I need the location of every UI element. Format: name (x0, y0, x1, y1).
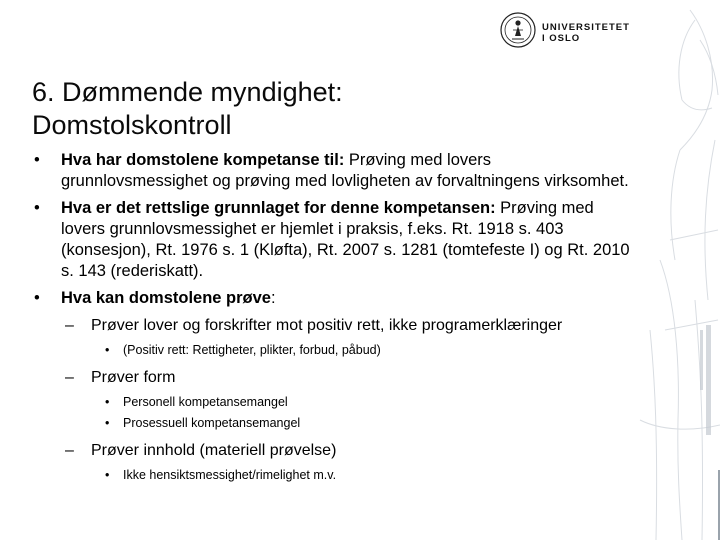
bullet-text: Prøving med lovers grunnlovsmessighet er hjemlet i praksis, f.eks. Rt. 1918 s. 403 (konsesjon), Rt. 1976 s. 1 (Kløfta), Rt. 2007 s. 1281 (tomtefeste I) og Rt. 2010 s. 143 (rederiskatt). (61, 199, 630, 280)
sub-sub-bullet (32, 340, 632, 361)
sub-sub-bullet-text: (Positiv rett: Rettigheter, plikter, forbud, påbud) (123, 343, 381, 357)
slide-body (32, 150, 632, 486)
bullet-text: Prøving med lovers grunnlovsmessighet og prøving med lovligheten av forvaltningens virksomhet. (61, 151, 629, 190)
bullet-marker: • (34, 289, 40, 307)
university-seal-icon (500, 12, 536, 48)
sub-sub-bullet-text: Ikke hensiktsmessighet/rimelighet m.v. (123, 468, 337, 482)
sub-bullet-text: Prøver form (91, 369, 176, 386)
dash-marker: – (65, 317, 74, 334)
bullet-marker: • (105, 468, 110, 482)
bullet-heading: Hva har domstolene kompetanse til: (61, 151, 345, 169)
sub-bullet-laws-vs-positive-law (32, 315, 632, 336)
logo-line-2: I OSLO (542, 33, 581, 44)
bullet-legal-basis (32, 198, 632, 282)
decorative-sketch-background (620, 0, 720, 540)
bullet-heading: Hva kan domstolene prøve (61, 289, 271, 307)
sub-sub-bullet (32, 413, 632, 434)
bullet-text: : (270, 289, 276, 307)
university-logo (500, 12, 640, 50)
bullet-heading: Hva er det rettslige grunnlaget for denne kompetansen: (61, 199, 496, 217)
slide-title-line-2: Domstolskontroll (32, 110, 232, 140)
slide-title (32, 76, 592, 142)
logo-line-1: UNIVERSITETET (542, 22, 630, 33)
bullet-marker: • (105, 416, 110, 430)
university-name (542, 22, 630, 44)
sub-sub-bullet-text: Personell kompetansemangel (123, 395, 288, 409)
bullet-marker: • (34, 151, 40, 169)
slide-title-line-1: 6. Dømmende myndighet: (32, 77, 343, 107)
sub-bullet-text: Prøver lover og forskrifter mot positiv rett, ikke programerklæringer (91, 317, 563, 334)
bullet-competence (32, 150, 632, 192)
sub-sub-bullet-text: Prosessuell kompetansemangel (123, 416, 301, 430)
bullet-marker: • (34, 199, 40, 217)
dash-marker: – (65, 369, 74, 386)
sub-bullet-text: Prøver innhold (materiell prøvelse) (91, 442, 337, 459)
bullet-marker: • (105, 343, 110, 357)
bullet-marker: • (105, 395, 110, 409)
sub-bullet-content (32, 440, 632, 461)
dash-marker: – (65, 442, 74, 459)
bullet-review-scope (32, 288, 632, 309)
sub-bullet-form (32, 367, 632, 388)
sub-sub-bullet (32, 392, 632, 413)
sub-sub-bullet (32, 465, 632, 486)
